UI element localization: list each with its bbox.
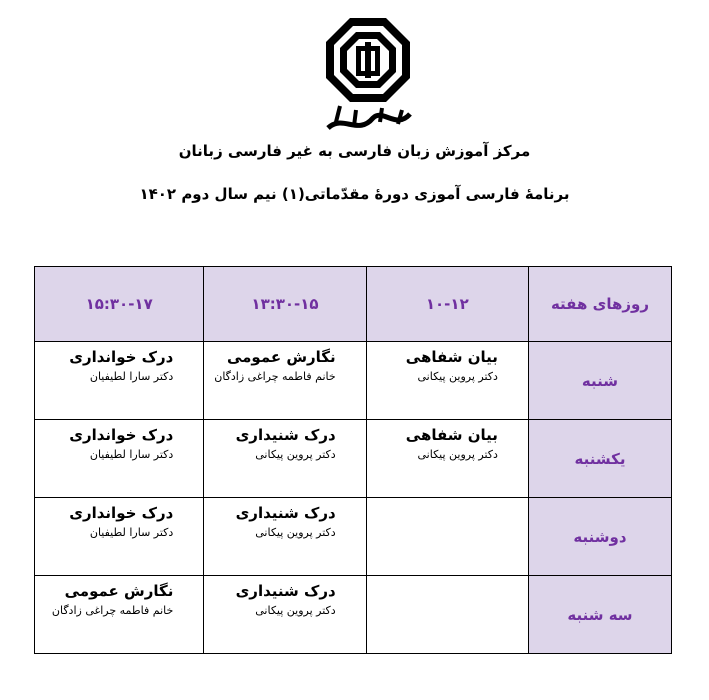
slot-cell [35,420,204,498]
course-name: درک شنیداری [235,582,336,600]
column-header-days: روزهای هفته [528,267,671,342]
slot-cell [204,498,366,576]
course-name: درک خوانداری [69,504,174,522]
slot-cell [204,576,366,654]
teacher-name: دکتر پروین پیکانی [255,448,336,461]
slot-cell [366,498,528,576]
course-name: درک شنیداری [235,504,336,522]
teacher-name: دکتر سارا لطیفیان [89,526,174,539]
slot-cell [204,342,366,420]
schedule-table [34,266,672,654]
program-title: برنامهٔ فارسی آموزی دورهٔ مقدّماتی(۱) نیم سال دوم ۱۴۰۲ [139,185,570,203]
day-cell: دوشنبه [528,498,671,576]
teacher-name: دکتر پروین پیکانی [417,370,498,383]
course-name: درک شنیداری [235,426,336,444]
teacher-name: دکتر سارا لطیفیان [89,448,174,461]
day-cell: شنبه [528,342,671,420]
center-title: مرکز آموزش زبان فارسی به غیر فارسی زبانان [178,142,531,160]
teacher-name: دکتر سارا لطیفیان [89,370,174,383]
slot-cell [35,342,204,420]
teacher-name: دکتر پروین پیکانی [417,448,498,461]
course-name: نگارش عمومی [64,582,174,600]
slot-cell [366,342,528,420]
course-name: بیان شفاهی [405,426,498,444]
slot-cell [366,420,528,498]
table-row [35,342,672,420]
teacher-name: خانم فاطمه چراغی زادگان [214,370,336,383]
course-name: درک خوانداری [69,348,174,366]
teacher-name [367,582,528,586]
course-name: بیان شفاهی [405,348,498,366]
slot-cell [366,576,528,654]
table-row [35,576,672,654]
slot-cell [35,576,204,654]
slot-cell [35,498,204,576]
column-header-slot-2: ۱۳:۳۰-۱۵ [204,267,366,342]
slot-cell [204,420,366,498]
teacher-name: خانم فاطمه چراغی زادگان [51,604,174,617]
course-name: درک خوانداری [69,426,174,444]
table-row [35,498,672,576]
column-header-slot-3: ۱۵:۳۰-۱۷ [35,267,204,342]
teacher-name [367,504,528,508]
university-logo [318,10,418,140]
day-cell: یکشنبه [528,420,671,498]
university-emblem-icon [318,10,418,140]
table-header-row [35,267,672,342]
teacher-name: دکتر پروین پیکانی [255,526,336,539]
teacher-name: دکتر پروین پیکانی [255,604,336,617]
day-cell: سه شنبه [528,576,671,654]
column-header-slot-1: ۱۰-۱۲ [366,267,528,342]
table-row [35,420,672,498]
course-name: نگارش عمومی [226,348,336,366]
